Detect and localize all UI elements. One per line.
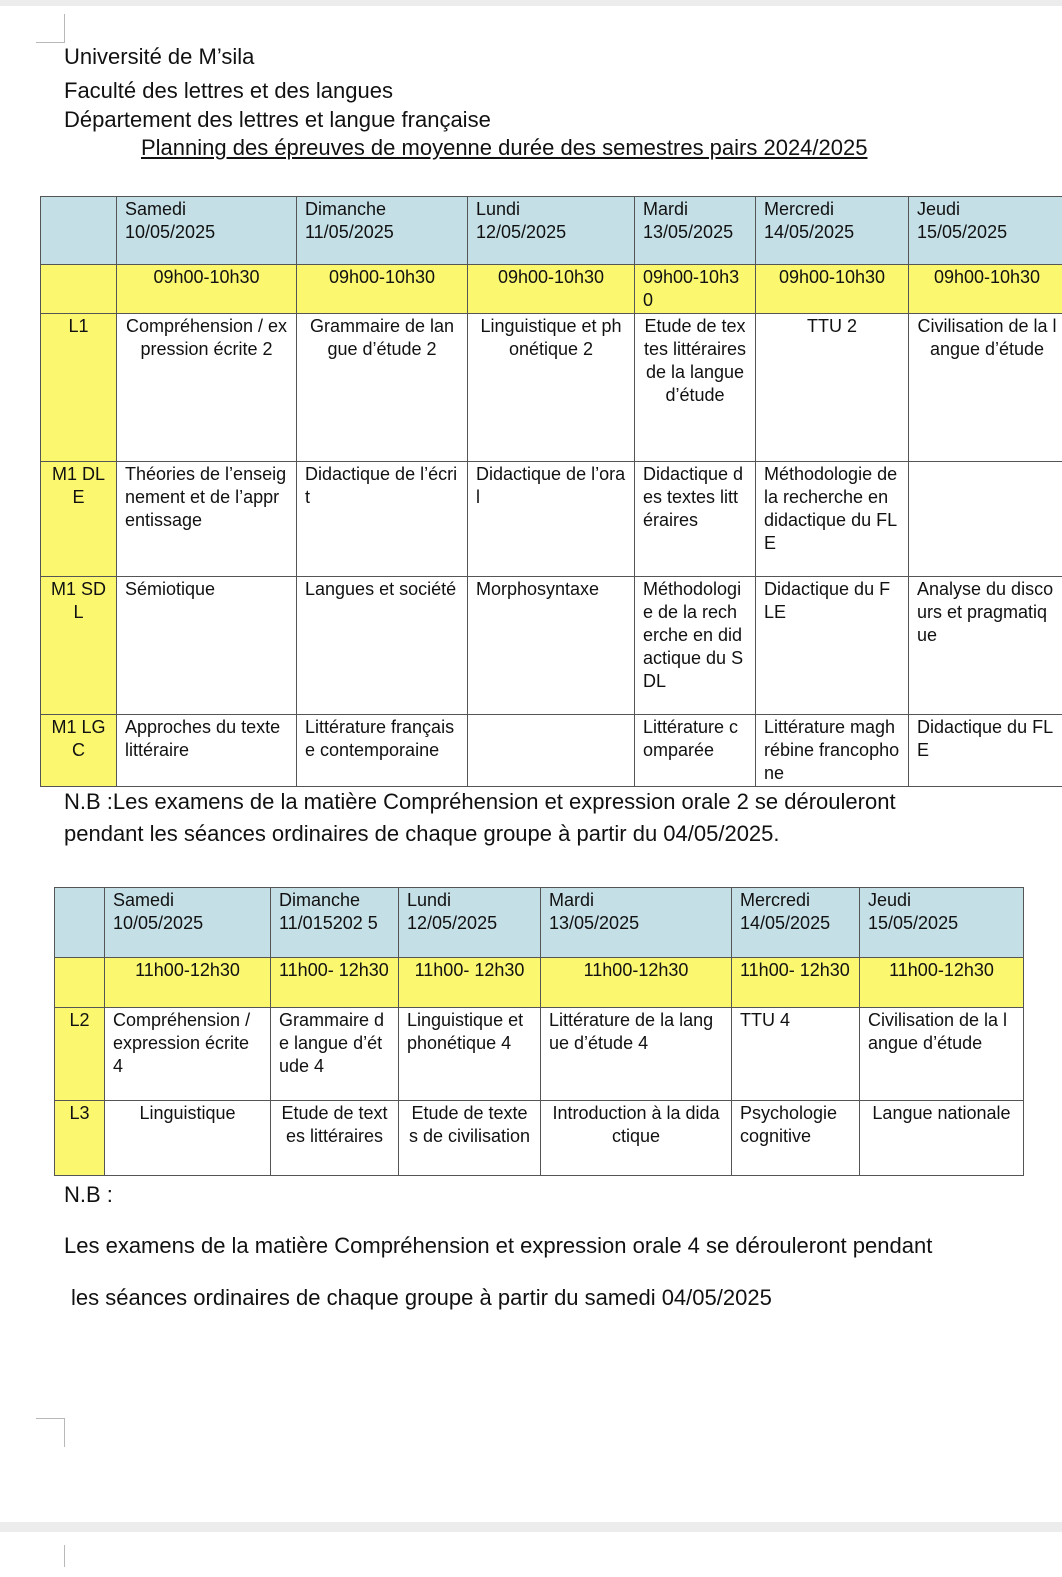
exam-cell: Analyse du discours et pragmatique bbox=[909, 577, 1062, 715]
exam-cell: Théories de l’enseignement et de l’apprentissage bbox=[117, 462, 297, 577]
page-corner-marker bbox=[36, 1418, 65, 1447]
day-header-cell: Lundi 12/05/2025 bbox=[399, 888, 541, 958]
day-header-cell: Samedi 10/05/2025 bbox=[105, 888, 271, 958]
note-2-line-2: les séances ordinaires de chaque groupe à partir du samedi 04/05/2025 bbox=[71, 1285, 772, 1310]
exam-cell: Morphosyntaxe bbox=[468, 577, 635, 715]
exam-cell: Didactique du FLE bbox=[909, 715, 1062, 787]
exam-cell: Méthodologie de la recherche en didactique du SDL bbox=[635, 577, 756, 715]
exam-cell: Linguistique bbox=[105, 1101, 271, 1176]
exam-cell: Introduction à la didactique bbox=[541, 1101, 732, 1176]
day-header-cell: Lundi 12/05/2025 bbox=[468, 197, 635, 265]
faculty-name: Faculté des lettres et des langues bbox=[64, 78, 393, 103]
time-cell: 09h00-10h30 bbox=[635, 265, 756, 314]
table-row bbox=[55, 1101, 1024, 1176]
exam-cell: Psychologie cognitive bbox=[732, 1101, 860, 1176]
day-header-cell: Dimanche 11/05/2025 bbox=[297, 197, 468, 265]
exam-cell: Didactique du FLE bbox=[756, 577, 909, 715]
empty-cell bbox=[41, 265, 117, 314]
level-cell: M1 DLE bbox=[41, 462, 117, 577]
exam-cell: Grammaire de langue d’étude 2 bbox=[297, 314, 468, 462]
table-row bbox=[41, 314, 1062, 462]
day-header-cell: Mardi 13/05/2025 bbox=[541, 888, 732, 958]
time-cell: 11h00- 12h30 bbox=[399, 958, 541, 1008]
exam-cell: Langues et société bbox=[297, 577, 468, 715]
corner-cell bbox=[55, 888, 105, 958]
exam-cell bbox=[909, 462, 1062, 577]
day-header-cell: Mardi 13/05/2025 bbox=[635, 197, 756, 265]
table-row bbox=[41, 462, 1062, 577]
exam-cell: Civilisation de la langue d’étude bbox=[860, 1008, 1024, 1101]
level-cell: L1 bbox=[41, 314, 117, 462]
time-row bbox=[41, 265, 1062, 314]
exam-cell: Compréhension / expression écrite 4 bbox=[105, 1008, 271, 1101]
note-1-line-1: N.B :Les examens de la matière Compréhension et expression orale 2 se dérouleront bbox=[64, 789, 896, 814]
exam-cell: TTU 4 bbox=[732, 1008, 860, 1101]
document-title: Planning des épreuves de moyenne durée des semestres pairs 2024/2025 bbox=[141, 135, 868, 160]
exam-cell: Méthodologie de la recherche en didactique du FLE bbox=[756, 462, 909, 577]
exam-cell: Approches du texte littéraire bbox=[117, 715, 297, 787]
time-cell: 11h00-12h30 bbox=[541, 958, 732, 1008]
text-cursor bbox=[64, 1545, 65, 1567]
top-page-border bbox=[0, 0, 1062, 6]
table-row bbox=[55, 1008, 1024, 1101]
time-cell: 11h00- 12h30 bbox=[271, 958, 399, 1008]
time-cell: 09h00-10h30 bbox=[909, 265, 1062, 314]
exam-cell: Littérature maghrébine francophone bbox=[756, 715, 909, 787]
exam-cell: Littérature comparée bbox=[635, 715, 756, 787]
exam-cell: Etude de textes littéraires bbox=[271, 1101, 399, 1176]
level-cell: L3 bbox=[55, 1101, 105, 1176]
note-2-line-1: Les examens de la matière Compréhension et expression orale 4 se dérouleront pendant bbox=[64, 1233, 933, 1258]
time-cell: 09h00-10h30 bbox=[756, 265, 909, 314]
exam-cell: Etude de textes littéraires de la langue d’étude bbox=[635, 314, 756, 462]
day-header-row bbox=[55, 888, 1024, 958]
day-header-cell: Jeudi 15/05/2025 bbox=[860, 888, 1024, 958]
time-cell: 11h00-12h30 bbox=[860, 958, 1024, 1008]
exam-cell: Langue nationale bbox=[860, 1101, 1024, 1176]
exam-schedule-table-1 bbox=[40, 196, 1062, 787]
exam-cell: TTU 2 bbox=[756, 314, 909, 462]
time-cell: 11h00-12h30 bbox=[105, 958, 271, 1008]
page-separator bbox=[0, 1522, 1062, 1532]
day-header-row bbox=[41, 197, 1062, 265]
time-row bbox=[55, 958, 1024, 1008]
time-cell: 09h00-10h30 bbox=[297, 265, 468, 314]
exam-cell: Littérature de la langue d’étude 4 bbox=[541, 1008, 732, 1101]
exam-cell: Civilisation de la langue d’étude bbox=[909, 314, 1062, 462]
level-cell: L2 bbox=[55, 1008, 105, 1101]
time-cell: 11h00- 12h30 bbox=[732, 958, 860, 1008]
exam-cell: Didactique de l’écrit bbox=[297, 462, 468, 577]
exam-cell bbox=[468, 715, 635, 787]
corner-cell bbox=[41, 197, 117, 265]
exam-cell: Didactique des textes littéraires bbox=[635, 462, 756, 577]
table-row bbox=[41, 715, 1062, 787]
note-2-label: N.B : bbox=[64, 1182, 113, 1207]
exam-cell: Compréhension / expression écrite 2 bbox=[117, 314, 297, 462]
day-header-cell: Samedi 10/05/2025 bbox=[117, 197, 297, 265]
day-header-cell: Jeudi 15/05/2025 bbox=[909, 197, 1062, 265]
table-row bbox=[41, 577, 1062, 715]
exam-cell: Linguistique et phonétique 2 bbox=[468, 314, 635, 462]
exam-cell: Sémiotique bbox=[117, 577, 297, 715]
note-1-line-2: pendant les séances ordinaires de chaque groupe à partir du 04/05/2025. bbox=[64, 821, 780, 846]
day-header-cell: Mercredi 14/05/2025 bbox=[756, 197, 909, 265]
exam-cell: Littérature française contemporaine bbox=[297, 715, 468, 787]
level-cell: M1 LGC bbox=[41, 715, 117, 787]
exam-cell: Didactique de l’oral bbox=[468, 462, 635, 577]
empty-cell bbox=[55, 958, 105, 1008]
exam-cell: Linguistique et phonétique 4 bbox=[399, 1008, 541, 1101]
exam-schedule-table-2 bbox=[54, 887, 1024, 1176]
time-cell: 09h00-10h30 bbox=[117, 265, 297, 314]
department-name: Département des lettres et langue française bbox=[64, 107, 491, 132]
day-header-cell: Dimanche 11/015202 5 bbox=[271, 888, 399, 958]
exam-cell: Etude de textes de civilisation bbox=[399, 1101, 541, 1176]
page-corner-marker bbox=[36, 14, 65, 43]
exam-cell: Grammaire de langue d’étude 4 bbox=[271, 1008, 399, 1101]
day-header-cell: Mercredi 14/05/2025 bbox=[732, 888, 860, 958]
time-cell: 09h00-10h30 bbox=[468, 265, 635, 314]
level-cell: M1 SDL bbox=[41, 577, 117, 715]
university-name: Université de M’sila bbox=[64, 44, 255, 69]
